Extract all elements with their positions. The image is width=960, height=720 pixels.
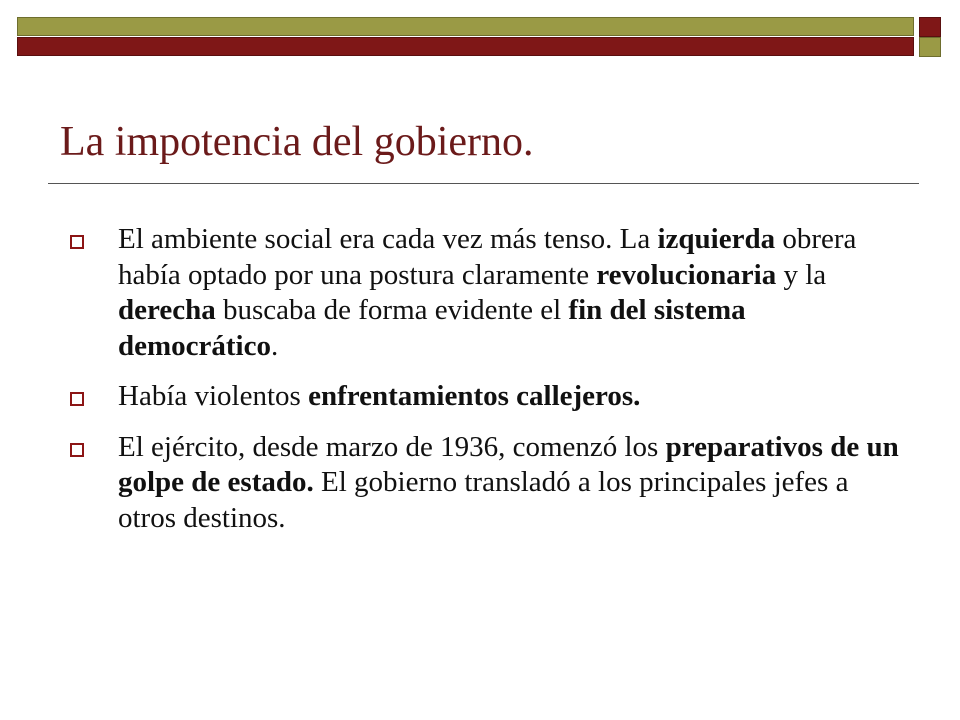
header-square-red (919, 17, 941, 37)
text-run: Había violentos (118, 380, 309, 412)
text-run: y la (776, 258, 827, 291)
square-bullet-icon (70, 392, 84, 406)
header-square-olive (919, 37, 941, 57)
header-bar-red (17, 37, 914, 56)
text-run-bold: izquierda (657, 223, 776, 255)
bullet-text (118, 431, 899, 534)
text-run-bold: fin del sistema democrático (118, 294, 746, 362)
text-run: buscaba de forma evidente el (215, 294, 569, 326)
text-run-bold: revolucionaria (596, 258, 777, 291)
text-run: El ejército, desde marzo de 1936, comenzó los (118, 430, 666, 463)
text-run-bold: enfrentamientos callejeros. (308, 380, 641, 412)
text-run-bold: derecha (118, 294, 216, 326)
bullet-list (70, 222, 900, 551)
square-bullet-icon (70, 443, 84, 457)
bullet-item (70, 379, 900, 415)
text-run-bold: preparativos de un golpe de estado. (118, 430, 899, 498)
text-run: El ambiente social era cada vez más tenso. La (118, 223, 658, 255)
bullet-item (70, 430, 900, 537)
header-bar-olive (17, 17, 914, 36)
square-bullet-icon (70, 235, 84, 249)
slide-title: La impotencia del gobierno. (60, 119, 534, 165)
text-run: obrera había optado por una postura claramente (118, 223, 857, 291)
bullet-text (118, 223, 856, 362)
title-divider (48, 183, 919, 184)
bullet-text (118, 380, 640, 412)
text-run: . (271, 329, 279, 362)
text-run: El gobierno transladó a los principales jefes a otros destinos. (118, 466, 849, 534)
bullet-item (70, 222, 900, 364)
